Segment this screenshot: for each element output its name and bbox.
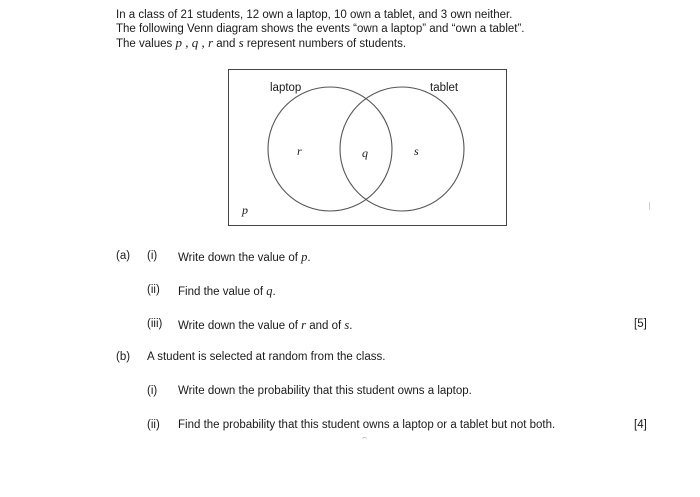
part-a-ii-text [178, 284, 276, 299]
part-a-iii-var-r: r [301, 318, 307, 332]
part-a-ii-end: . [272, 286, 276, 298]
part-b-i-text: Write down the probability that this student owns a laptop. [178, 385, 472, 397]
venn-region-r: r [297, 144, 302, 158]
part-a-i-num: (i) [147, 250, 158, 262]
part-a-i-text-main: Write down the value of [178, 252, 302, 264]
scan-artifact-mark [362, 437, 367, 441]
intro-line-1: In a class of 21 students, 12 own a laptop, 10 own a tablet, and 3 own neither. [116, 9, 513, 21]
part-a-label: (a) [116, 250, 131, 262]
part-a-ii-num: (ii) [147, 284, 160, 296]
intro-line-3-pre: The values [116, 38, 176, 50]
venn-label-tablet: tablet [430, 82, 459, 94]
part-a-ii-text-main: Find the value of [178, 286, 267, 298]
venn-region-q: q [362, 146, 368, 160]
venn-label-laptop: laptop [270, 82, 302, 94]
part-b-label: (b) [116, 351, 131, 363]
part-a-i-var: p [301, 250, 308, 264]
intro-line-3-post: represent numbers of students. [243, 38, 407, 50]
question-intro [116, 8, 525, 51]
part-b-stem: A student is selected at random from the class. [147, 351, 386, 363]
part-a-iii-var-s: s [344, 318, 350, 332]
part-a-i-end: . [307, 252, 311, 264]
part-a-iii-text-main: Write down the value of [178, 320, 302, 332]
intro-vars: p , q , r [175, 35, 214, 50]
part-a-iii-end: . [349, 320, 353, 332]
part-b-i-num: (i) [147, 385, 158, 397]
part-a-marks: [5] [634, 318, 647, 330]
part-a-iii-text [178, 318, 353, 333]
part-a-iii-num: (iii) [147, 318, 163, 330]
intro-line-2: The following Venn diagram shows the events “own a laptop” and “own a tablet”. [116, 23, 525, 35]
part-a-iii-mid: and of [306, 320, 345, 332]
part-b-ii-num: (ii) [147, 419, 160, 431]
part-a-i-text [178, 250, 311, 265]
laptop-circle [268, 87, 392, 211]
part-a-ii-var: q [266, 284, 273, 298]
venn-region-s: s [414, 144, 419, 158]
intro-and: and [213, 38, 239, 50]
venn-outside-p: p [242, 203, 248, 217]
intro-var-s: s [238, 35, 244, 50]
tablet-circle [340, 87, 464, 211]
part-b-marks: [4] [634, 419, 647, 431]
part-b-ii-text: Find the probability that this student owns a laptop or a tablet but not both. [178, 419, 556, 431]
scan-edge-mark [649, 202, 650, 210]
intro-line-3 [116, 36, 525, 51]
